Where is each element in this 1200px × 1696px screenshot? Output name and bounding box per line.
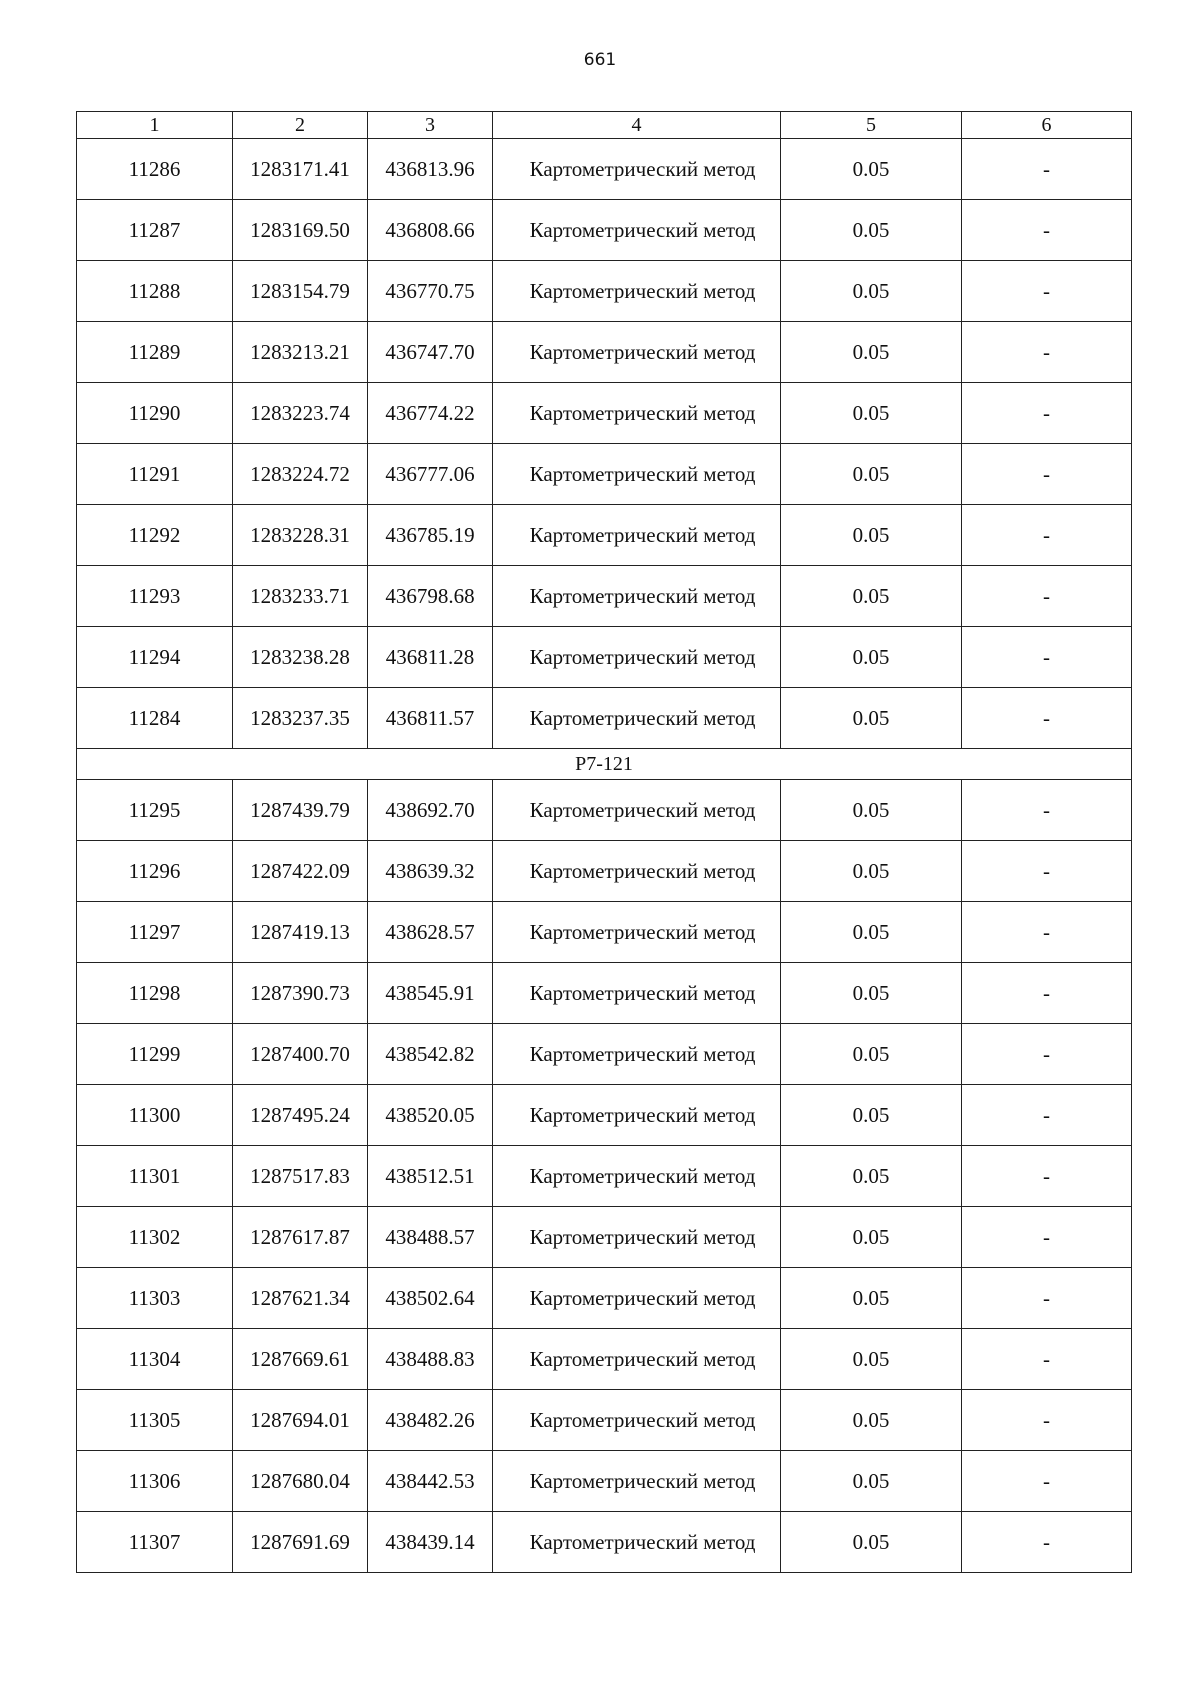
x-coordinate-cell: 1283169.50 [233,200,368,261]
method-cell: Картометрический метод [493,902,781,963]
method-cell: Картометрический метод [493,444,781,505]
x-coordinate-cell: 1287621.34 [233,1268,368,1329]
note-cell: - [962,963,1132,1024]
method-cell: Картометрический метод [493,261,781,322]
method-cell: Картометрический метод [493,841,781,902]
accuracy-cell: 0.05 [781,261,962,322]
point-number-cell: 11300 [77,1085,233,1146]
y-coordinate-cell: 436798.68 [368,566,493,627]
note-cell: - [962,1451,1132,1512]
accuracy-cell: 0.05 [781,383,962,444]
table-row [77,1512,1132,1573]
note-cell: - [962,1207,1132,1268]
note-cell: - [962,1512,1132,1573]
table-row [77,1268,1132,1329]
table-row [77,505,1132,566]
table-row [77,627,1132,688]
accuracy-cell: 0.05 [781,444,962,505]
y-coordinate-cell: 438502.64 [368,1268,493,1329]
x-coordinate-cell: 1283228.31 [233,505,368,566]
accuracy-cell: 0.05 [781,688,962,749]
method-cell: Картометрический метод [493,627,781,688]
x-coordinate-cell: 1283224.72 [233,444,368,505]
point-number-cell: 11287 [77,200,233,261]
page-number: 661 [583,50,617,70]
accuracy-cell: 0.05 [781,841,962,902]
table-row [77,322,1132,383]
y-coordinate-cell: 436813.96 [368,139,493,200]
accuracy-cell: 0.05 [781,902,962,963]
y-coordinate-cell: 438439.14 [368,1512,493,1573]
method-cell: Картометрический метод [493,1207,781,1268]
method-cell: Картометрический метод [493,780,781,841]
method-cell: Картометрический метод [493,1085,781,1146]
x-coordinate-cell: 1283237.35 [233,688,368,749]
coordinates-table [76,111,1132,1573]
accuracy-cell: 0.05 [781,200,962,261]
x-coordinate-cell: 1283238.28 [233,627,368,688]
note-cell: - [962,139,1132,200]
method-cell: Картометрический метод [493,1146,781,1207]
note-cell: - [962,902,1132,963]
note-cell: - [962,444,1132,505]
column-header: 4 [493,112,781,139]
table-row [77,963,1132,1024]
table-row [77,1390,1132,1451]
section-row [77,749,1132,780]
table-row [77,1329,1132,1390]
note-cell: - [962,322,1132,383]
method-cell: Картометрический метод [493,139,781,200]
note-cell: - [962,1024,1132,1085]
x-coordinate-cell: 1287422.09 [233,841,368,902]
table-row [77,841,1132,902]
x-coordinate-cell: 1287617.87 [233,1207,368,1268]
table-row [77,1451,1132,1512]
accuracy-cell: 0.05 [781,139,962,200]
note-cell: - [962,688,1132,749]
accuracy-cell: 0.05 [781,1512,962,1573]
table-row [77,383,1132,444]
table-row [77,1024,1132,1085]
accuracy-cell: 0.05 [781,505,962,566]
x-coordinate-cell: 1287439.79 [233,780,368,841]
x-coordinate-cell: 1287669.61 [233,1329,368,1390]
y-coordinate-cell: 436808.66 [368,200,493,261]
method-cell: Картометрический метод [493,1268,781,1329]
point-number-cell: 11284 [77,688,233,749]
note-cell: - [962,841,1132,902]
accuracy-cell: 0.05 [781,322,962,383]
table-row [77,902,1132,963]
table-row [77,261,1132,322]
y-coordinate-cell: 438692.70 [368,780,493,841]
note-cell: - [962,1268,1132,1329]
accuracy-cell: 0.05 [781,780,962,841]
y-coordinate-cell: 438545.91 [368,963,493,1024]
x-coordinate-cell: 1283213.21 [233,322,368,383]
table-row [77,780,1132,841]
header-row [77,112,1132,139]
method-cell: Картометрический метод [493,383,781,444]
point-number-cell: 11295 [77,780,233,841]
accuracy-cell: 0.05 [781,1207,962,1268]
table-row [77,200,1132,261]
column-header: 1 [77,112,233,139]
y-coordinate-cell: 438542.82 [368,1024,493,1085]
method-cell: Картометрический метод [493,1512,781,1573]
point-number-cell: 11289 [77,322,233,383]
y-coordinate-cell: 438442.53 [368,1451,493,1512]
point-number-cell: 11297 [77,902,233,963]
column-header: 3 [368,112,493,139]
note-cell: - [962,383,1132,444]
y-coordinate-cell: 436811.28 [368,627,493,688]
point-number-cell: 11296 [77,841,233,902]
x-coordinate-cell: 1287691.69 [233,1512,368,1573]
point-number-cell: 11301 [77,1146,233,1207]
point-number-cell: 11299 [77,1024,233,1085]
point-number-cell: 11298 [77,963,233,1024]
note-cell: - [962,1329,1132,1390]
table-row [77,444,1132,505]
y-coordinate-cell: 438520.05 [368,1085,493,1146]
note-cell: - [962,627,1132,688]
accuracy-cell: 0.05 [781,963,962,1024]
x-coordinate-cell: 1283154.79 [233,261,368,322]
column-header: 2 [233,112,368,139]
table-row [77,1085,1132,1146]
accuracy-cell: 0.05 [781,1146,962,1207]
x-coordinate-cell: 1283233.71 [233,566,368,627]
note-cell: - [962,780,1132,841]
point-number-cell: 11304 [77,1329,233,1390]
method-cell: Картометрический метод [493,1329,781,1390]
table-row [77,1207,1132,1268]
x-coordinate-cell: 1287517.83 [233,1146,368,1207]
x-coordinate-cell: 1287495.24 [233,1085,368,1146]
point-number-cell: 11306 [77,1451,233,1512]
y-coordinate-cell: 438488.57 [368,1207,493,1268]
method-cell: Картометрический метод [493,566,781,627]
accuracy-cell: 0.05 [781,1390,962,1451]
x-coordinate-cell: 1287419.13 [233,902,368,963]
section-label: Р7-121 [77,749,1132,780]
y-coordinate-cell: 436785.19 [368,505,493,566]
point-number-cell: 11305 [77,1390,233,1451]
point-number-cell: 11303 [77,1268,233,1329]
accuracy-cell: 0.05 [781,1024,962,1085]
x-coordinate-cell: 1287390.73 [233,963,368,1024]
table-row [77,688,1132,749]
table-body [77,112,1132,1573]
accuracy-cell: 0.05 [781,566,962,627]
y-coordinate-cell: 436811.57 [368,688,493,749]
note-cell: - [962,1146,1132,1207]
accuracy-cell: 0.05 [781,1329,962,1390]
x-coordinate-cell: 1283223.74 [233,383,368,444]
note-cell: - [962,200,1132,261]
y-coordinate-cell: 436770.75 [368,261,493,322]
note-cell: - [962,566,1132,627]
x-coordinate-cell: 1287680.04 [233,1451,368,1512]
y-coordinate-cell: 436747.70 [368,322,493,383]
column-header: 6 [962,112,1132,139]
note-cell: - [962,505,1132,566]
point-number-cell: 11291 [77,444,233,505]
table-row [77,566,1132,627]
y-coordinate-cell: 436774.22 [368,383,493,444]
point-number-cell: 11292 [77,505,233,566]
point-number-cell: 11290 [77,383,233,444]
accuracy-cell: 0.05 [781,627,962,688]
x-coordinate-cell: 1287694.01 [233,1390,368,1451]
accuracy-cell: 0.05 [781,1451,962,1512]
y-coordinate-cell: 436777.06 [368,444,493,505]
method-cell: Картометрический метод [493,688,781,749]
y-coordinate-cell: 438639.32 [368,841,493,902]
accuracy-cell: 0.05 [781,1268,962,1329]
y-coordinate-cell: 438628.57 [368,902,493,963]
point-number-cell: 11288 [77,261,233,322]
column-header: 5 [781,112,962,139]
method-cell: Картометрический метод [493,963,781,1024]
table-row [77,1146,1132,1207]
method-cell: Картометрический метод [493,1451,781,1512]
point-number-cell: 11302 [77,1207,233,1268]
x-coordinate-cell: 1287400.70 [233,1024,368,1085]
method-cell: Картометрический метод [493,322,781,383]
point-number-cell: 11294 [77,627,233,688]
method-cell: Картометрический метод [493,1024,781,1085]
note-cell: - [962,1390,1132,1451]
point-number-cell: 11307 [77,1512,233,1573]
method-cell: Картометрический метод [493,1390,781,1451]
y-coordinate-cell: 438512.51 [368,1146,493,1207]
accuracy-cell: 0.05 [781,1085,962,1146]
note-cell: - [962,261,1132,322]
method-cell: Картометрический метод [493,505,781,566]
table-row [77,139,1132,200]
method-cell: Картометрический метод [493,200,781,261]
y-coordinate-cell: 438482.26 [368,1390,493,1451]
y-coordinate-cell: 438488.83 [368,1329,493,1390]
point-number-cell: 11286 [77,139,233,200]
point-number-cell: 11293 [77,566,233,627]
x-coordinate-cell: 1283171.41 [233,139,368,200]
note-cell: - [962,1085,1132,1146]
